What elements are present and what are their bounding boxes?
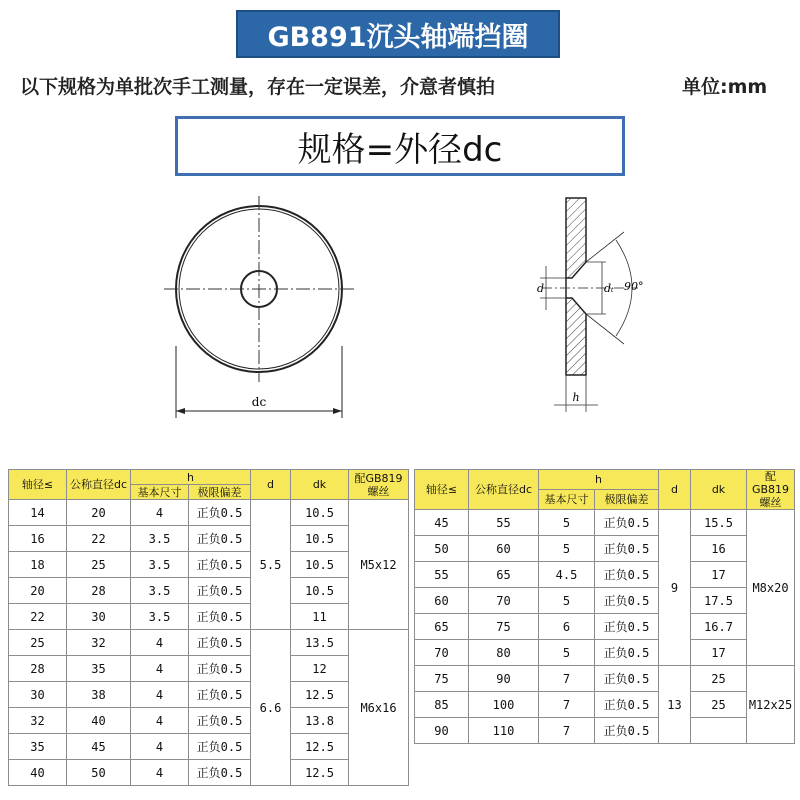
dk-cell: 12.5 bbox=[291, 682, 349, 708]
header-h-tol: 极限偏差 bbox=[595, 490, 659, 510]
screw-cell: M8x20 bbox=[747, 510, 795, 666]
shaft-cell: 14 bbox=[9, 500, 67, 526]
h-cell: 3.5 bbox=[131, 578, 189, 604]
header-h-base: 基本尺寸 bbox=[131, 485, 189, 500]
tol-cell: 正负0.5 bbox=[189, 734, 251, 760]
spec-table-left bbox=[8, 469, 409, 786]
table-row bbox=[415, 588, 795, 614]
dk-cell: 10.5 bbox=[291, 526, 349, 552]
tol-cell: 正负0.5 bbox=[595, 562, 659, 588]
header-shaft: 轴径≤ bbox=[415, 470, 469, 510]
dc-cell: 32 bbox=[67, 630, 131, 656]
header-nominal: 公称直径dc bbox=[67, 470, 131, 500]
h-cell: 5 bbox=[539, 588, 595, 614]
side-section-drawing bbox=[528, 190, 668, 430]
header-dk: dk bbox=[691, 470, 747, 510]
dc-cell: 90 bbox=[469, 666, 539, 692]
tol-cell: 正负0.5 bbox=[189, 682, 251, 708]
h-cell: 4.5 bbox=[539, 562, 595, 588]
tol-cell: 正负0.5 bbox=[595, 614, 659, 640]
dt-dimension-label: dₜ bbox=[604, 282, 614, 295]
tol-cell: 正负0.5 bbox=[595, 640, 659, 666]
h-dimension-label: h bbox=[572, 391, 580, 404]
table-row bbox=[9, 578, 409, 604]
table-row bbox=[415, 666, 795, 692]
shaft-cell: 28 bbox=[9, 656, 67, 682]
dk-cell: 25 bbox=[691, 692, 747, 718]
shaft-cell: 65 bbox=[415, 614, 469, 640]
h-cell: 5 bbox=[539, 510, 595, 536]
header-h-tol: 极限偏差 bbox=[189, 485, 251, 500]
table-row bbox=[415, 718, 795, 744]
tol-cell: 正负0.5 bbox=[595, 536, 659, 562]
header-screw: 配GB819螺丝 bbox=[349, 470, 409, 500]
table-row bbox=[9, 760, 409, 786]
d-dimension-label: d bbox=[536, 282, 544, 295]
table-row bbox=[9, 708, 409, 734]
table-row bbox=[9, 682, 409, 708]
h-cell: 4 bbox=[131, 682, 189, 708]
table-row bbox=[9, 734, 409, 760]
dk-cell: 10.5 bbox=[291, 500, 349, 526]
d-cell: 6.6 bbox=[251, 630, 291, 786]
table-row bbox=[415, 562, 795, 588]
dc-cell: 100 bbox=[469, 692, 539, 718]
h-cell: 7 bbox=[539, 718, 595, 744]
shaft-cell: 18 bbox=[9, 552, 67, 578]
shaft-cell: 20 bbox=[9, 578, 67, 604]
front-view-drawing bbox=[160, 196, 360, 426]
header-d: d bbox=[251, 470, 291, 500]
dk-cell: 12 bbox=[291, 656, 349, 682]
tol-cell: 正负0.5 bbox=[595, 692, 659, 718]
dk-cell: 12.5 bbox=[291, 734, 349, 760]
h-cell: 4 bbox=[131, 708, 189, 734]
tol-cell: 正负0.5 bbox=[189, 500, 251, 526]
dc-cell: 35 bbox=[67, 656, 131, 682]
dk-cell: 13.5 bbox=[291, 630, 349, 656]
tol-cell: 正负0.5 bbox=[189, 526, 251, 552]
dk-cell: 17 bbox=[691, 562, 747, 588]
spec-definition-box bbox=[175, 116, 625, 176]
shaft-cell: 75 bbox=[415, 666, 469, 692]
h-cell: 7 bbox=[539, 692, 595, 718]
shaft-cell: 25 bbox=[9, 630, 67, 656]
shaft-cell: 35 bbox=[9, 734, 67, 760]
dc-cell: 30 bbox=[67, 604, 131, 630]
dc-cell: 22 bbox=[67, 526, 131, 552]
spec-definition-text: 规格=外径dc bbox=[297, 129, 503, 170]
dk-cell: 12.5 bbox=[291, 760, 349, 786]
shaft-cell: 45 bbox=[415, 510, 469, 536]
dc-cell: 50 bbox=[67, 760, 131, 786]
header-h: h bbox=[131, 470, 251, 485]
screw-cell: M12x25 bbox=[747, 666, 795, 744]
measurement-note: 以下规格为单批次手工测量，存在一定误差，介意者慎拍 bbox=[20, 76, 496, 98]
dk-cell: 16.7 bbox=[691, 614, 747, 640]
dc-cell: 60 bbox=[469, 536, 539, 562]
shaft-cell: 50 bbox=[415, 536, 469, 562]
dk-cell: 10.5 bbox=[291, 552, 349, 578]
d-cell: 13 bbox=[659, 666, 691, 744]
screw-cell: M5x12 bbox=[349, 500, 409, 630]
header-h-base: 基本尺寸 bbox=[539, 490, 595, 510]
shaft-cell: 22 bbox=[9, 604, 67, 630]
d-cell: 9 bbox=[659, 510, 691, 666]
table-row bbox=[415, 640, 795, 666]
h-cell: 6 bbox=[539, 614, 595, 640]
dc-cell: 55 bbox=[469, 510, 539, 536]
h-cell: 4 bbox=[131, 656, 189, 682]
tol-cell: 正负0.5 bbox=[189, 656, 251, 682]
dc-cell: 45 bbox=[67, 734, 131, 760]
header-d: d bbox=[659, 470, 691, 510]
header-dk: dk bbox=[291, 470, 349, 500]
header-nominal: 公称直径dc bbox=[469, 470, 539, 510]
dc-cell: 110 bbox=[469, 718, 539, 744]
table-row bbox=[9, 604, 409, 630]
angle-label: 90° bbox=[624, 280, 644, 293]
dc-cell: 65 bbox=[469, 562, 539, 588]
page-title: GB891沉头轴端挡圈 bbox=[236, 10, 560, 58]
h-cell: 5 bbox=[539, 640, 595, 666]
dk-cell: 11 bbox=[291, 604, 349, 630]
dk-cell: 17 bbox=[691, 640, 747, 666]
h-cell: 3.5 bbox=[131, 604, 189, 630]
tol-cell: 正负0.5 bbox=[595, 666, 659, 692]
shaft-cell: 16 bbox=[9, 526, 67, 552]
h-cell: 4 bbox=[131, 734, 189, 760]
tol-cell: 正负0.5 bbox=[189, 760, 251, 786]
tol-cell: 正负0.5 bbox=[595, 718, 659, 744]
dk-cell: 13.8 bbox=[291, 708, 349, 734]
tol-cell: 正负0.5 bbox=[595, 510, 659, 536]
dc-cell: 75 bbox=[469, 614, 539, 640]
tol-cell: 正负0.5 bbox=[189, 708, 251, 734]
shaft-cell: 60 bbox=[415, 588, 469, 614]
tol-cell: 正负0.5 bbox=[189, 552, 251, 578]
shaft-cell: 85 bbox=[415, 692, 469, 718]
h-cell: 4 bbox=[131, 630, 189, 656]
dc-cell: 20 bbox=[67, 500, 131, 526]
shaft-cell: 90 bbox=[415, 718, 469, 744]
dk-cell: 16 bbox=[691, 536, 747, 562]
dc-cell: 28 bbox=[67, 578, 131, 604]
h-cell: 3.5 bbox=[131, 526, 189, 552]
screw-cell: M6x16 bbox=[349, 630, 409, 786]
tol-cell: 正负0.5 bbox=[189, 630, 251, 656]
dk-cell: 25 bbox=[691, 666, 747, 692]
dc-cell: 25 bbox=[67, 552, 131, 578]
dk-cell bbox=[691, 718, 747, 744]
dk-cell: 15.5 bbox=[691, 510, 747, 536]
h-cell: 7 bbox=[539, 666, 595, 692]
dc-dimension-label: dc bbox=[251, 395, 267, 409]
table-row bbox=[9, 526, 409, 552]
shaft-cell: 40 bbox=[9, 760, 67, 786]
tol-cell: 正负0.5 bbox=[189, 578, 251, 604]
shaft-cell: 55 bbox=[415, 562, 469, 588]
tol-cell: 正负0.5 bbox=[595, 588, 659, 614]
table-row bbox=[9, 630, 409, 656]
h-cell: 4 bbox=[131, 760, 189, 786]
unit-label: 单位:mm bbox=[682, 76, 768, 98]
d-cell: 5.5 bbox=[251, 500, 291, 630]
shaft-cell: 70 bbox=[415, 640, 469, 666]
spec-table-right bbox=[414, 469, 795, 744]
dk-cell: 10.5 bbox=[291, 578, 349, 604]
table-row bbox=[9, 500, 409, 526]
table-row bbox=[415, 692, 795, 718]
header-h: h bbox=[539, 470, 659, 490]
table-row bbox=[9, 656, 409, 682]
dc-cell: 38 bbox=[67, 682, 131, 708]
shaft-cell: 32 bbox=[9, 708, 67, 734]
table-row bbox=[9, 552, 409, 578]
tol-cell: 正负0.5 bbox=[189, 604, 251, 630]
table-row bbox=[415, 614, 795, 640]
dc-cell: 80 bbox=[469, 640, 539, 666]
header-shaft: 轴径≤ bbox=[9, 470, 67, 500]
h-cell: 5 bbox=[539, 536, 595, 562]
dk-cell: 17.5 bbox=[691, 588, 747, 614]
dc-cell: 70 bbox=[469, 588, 539, 614]
h-cell: 4 bbox=[131, 500, 189, 526]
shaft-cell: 30 bbox=[9, 682, 67, 708]
header-screw: 配GB819螺丝 bbox=[747, 470, 795, 510]
table-row bbox=[415, 510, 795, 536]
table-row bbox=[415, 536, 795, 562]
dc-cell: 40 bbox=[67, 708, 131, 734]
h-cell: 3.5 bbox=[131, 552, 189, 578]
